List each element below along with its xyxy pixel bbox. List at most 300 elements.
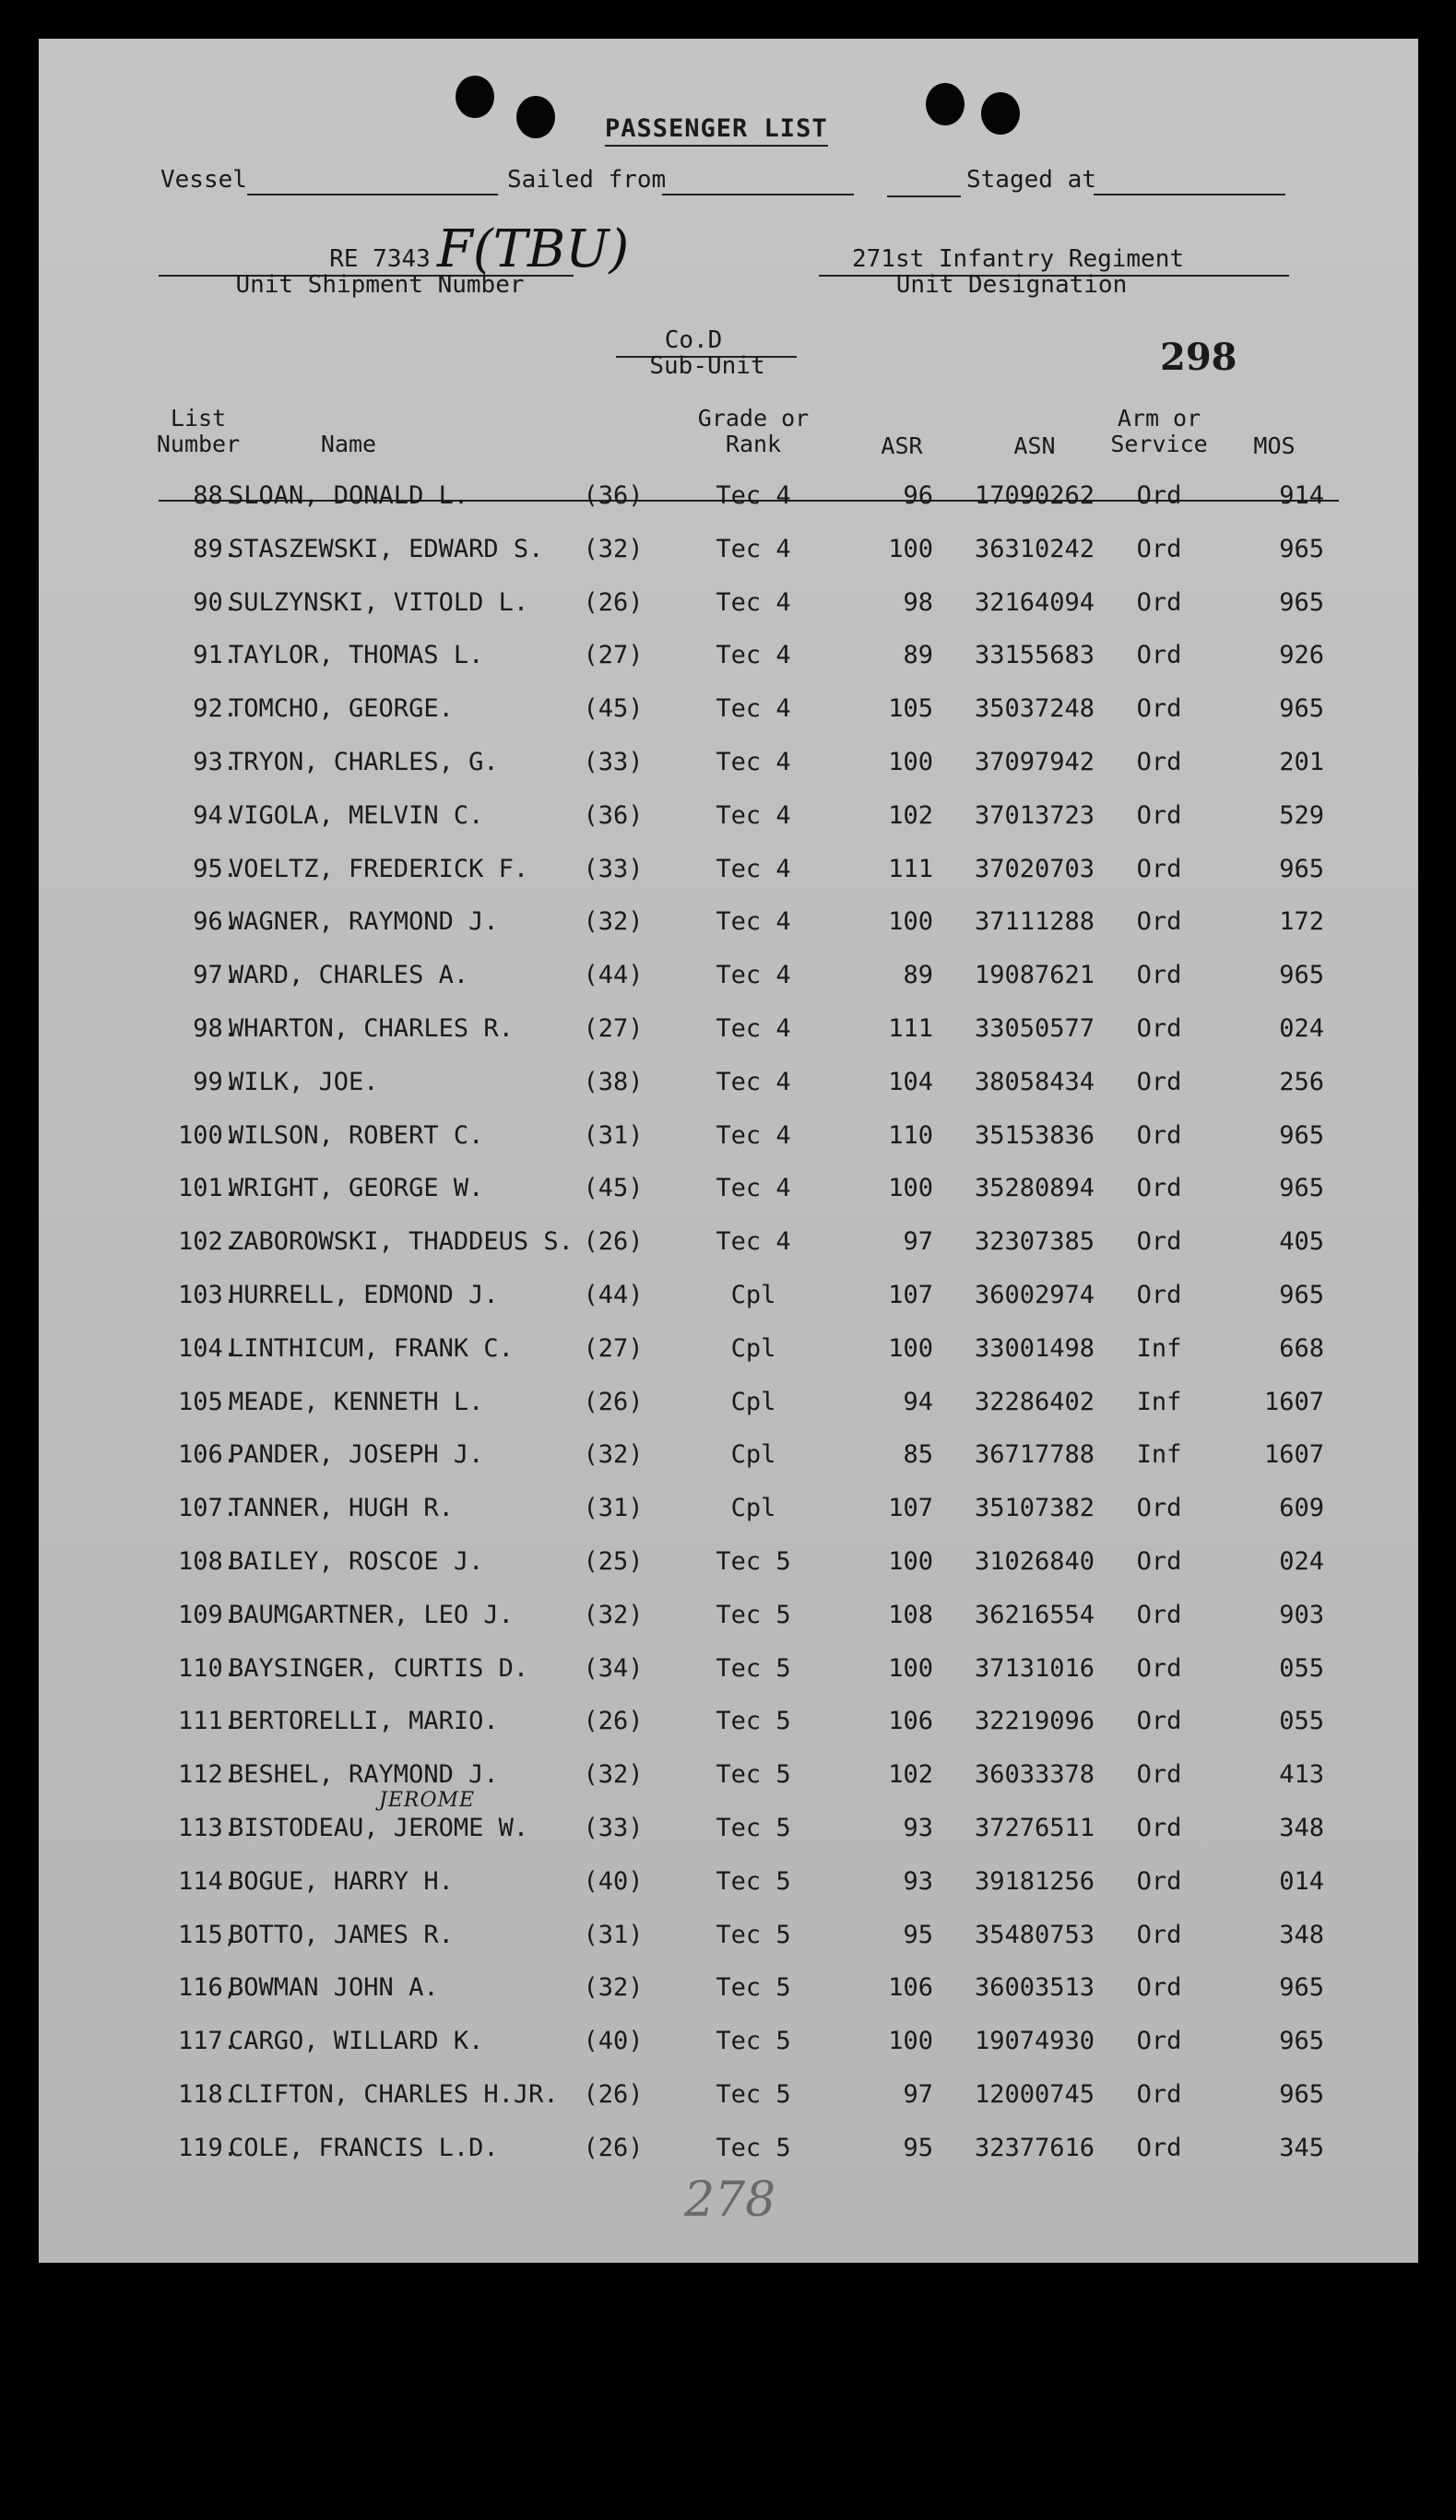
asn-number: 17090262 — [974, 481, 1095, 510]
list-number: 103. — [177, 1281, 238, 1309]
asn-number: 19074930 — [974, 2027, 1095, 2056]
list-number: 108. — [177, 1547, 238, 1576]
asn-number: 36002974 — [974, 1281, 1095, 1309]
arm-service: Inf — [1136, 1440, 1182, 1470]
asr-score: 106 — [888, 1973, 933, 2003]
arm-service: Ord — [1136, 1067, 1182, 1096]
table-row — [39, 1921, 1418, 1961]
table-row — [39, 801, 1418, 842]
passenger-name: VIGOLA, MELVIN C. — [229, 800, 484, 830]
handwritten-correction: JEROME — [379, 1789, 476, 1812]
grade-rank: Cpl — [730, 1440, 776, 1470]
table-row — [39, 961, 1418, 1001]
handwritten-bottom-number: 278 — [684, 2172, 776, 2228]
passenger-name: HURRELL, EDMOND J. — [229, 1281, 499, 1309]
mos-code: 348 — [1279, 1920, 1324, 1949]
arm-service: Ord — [1136, 748, 1182, 776]
passenger-name: TANNER, HUGH R. — [229, 1494, 454, 1523]
list-number: 111. — [177, 1707, 238, 1736]
passenger-age: (40) — [583, 2027, 644, 2056]
passenger-age: (32) — [583, 534, 644, 563]
passenger-name: BERTORELLI, MARIO. — [229, 1707, 499, 1736]
arm-service: Ord — [1136, 1494, 1182, 1523]
punch-hole — [456, 76, 494, 118]
mos-code: 256 — [1279, 1067, 1324, 1096]
staged-at-line — [1094, 194, 1285, 195]
list-number: 90. — [193, 587, 238, 617]
list-number: 96. — [193, 907, 238, 937]
grade-rank: Tec 5 — [716, 1920, 791, 1949]
asr-score: 100 — [888, 2027, 933, 2056]
list-number: 93. — [193, 748, 238, 776]
asr-score: 104 — [888, 1067, 933, 1096]
mos-code: 965 — [1279, 694, 1324, 724]
header-list-number-line1: List — [170, 405, 227, 432]
asn-number: 32377616 — [974, 2133, 1095, 2162]
list-number: 113. — [177, 1814, 238, 1842]
asn-number: 32307385 — [974, 1227, 1095, 1257]
grade-rank: Tec 4 — [716, 641, 791, 670]
passenger-name: BESHEL, RAYMOND J. — [229, 1760, 499, 1790]
grade-rank: Tec 5 — [716, 1866, 791, 1896]
table-row — [39, 1601, 1418, 1641]
grade-rank: Tec 5 — [716, 2133, 791, 2162]
table-row — [39, 1973, 1418, 2014]
table-row — [39, 748, 1418, 788]
grade-rank: Tec 4 — [716, 800, 791, 830]
list-number: 117. — [177, 2027, 238, 2056]
passenger-name: SULZYNSKI, VITOLD L. — [229, 587, 529, 617]
grade-rank: Tec 5 — [716, 1547, 791, 1576]
mos-code: 172 — [1279, 907, 1324, 937]
grade-rank: Tec 5 — [716, 2080, 791, 2109]
passenger-age: (44) — [583, 961, 644, 990]
grade-rank: Tec 4 — [716, 534, 791, 563]
arm-service: Ord — [1136, 694, 1182, 724]
grade-rank: Tec 4 — [716, 1067, 791, 1096]
passenger-age: (34) — [583, 1653, 644, 1683]
passenger-age: (40) — [583, 1866, 644, 1896]
asr-score: 102 — [888, 800, 933, 830]
table-row — [39, 1281, 1418, 1321]
header-grade-line2: Rank — [725, 431, 782, 457]
grade-rank: Tec 4 — [716, 694, 791, 724]
list-number: 97. — [193, 961, 238, 990]
passenger-name: BOTTO, JAMES R. — [229, 1920, 454, 1949]
table-row — [39, 1654, 1418, 1695]
mos-code: 201 — [1279, 748, 1324, 776]
passenger-name: WILSON, ROBERT C. — [229, 1120, 484, 1150]
asr-score: 98 — [903, 587, 933, 617]
passenger-age: (33) — [583, 854, 644, 883]
asr-score: 110 — [888, 1120, 933, 1150]
asr-score: 111 — [888, 854, 933, 883]
passenger-age: (26) — [583, 1387, 644, 1416]
passenger-age: (36) — [583, 481, 644, 510]
arm-service: Ord — [1136, 1760, 1182, 1790]
asr-score: 107 — [888, 1494, 933, 1523]
passenger-age: (45) — [583, 1174, 644, 1203]
asn-number: 35037248 — [974, 694, 1095, 724]
passenger-name: VOELTZ, FREDERICK F. — [229, 854, 529, 883]
arm-service: Ord — [1136, 2027, 1182, 2056]
asn-number: 36216554 — [974, 1600, 1095, 1629]
passenger-age: (27) — [583, 1014, 644, 1043]
passenger-name: BOGUE, HARRY H. — [229, 1866, 454, 1896]
passenger-name: STASZEWSKI, EDWARD S. — [229, 534, 544, 563]
header-arm-line1: Arm or — [1117, 405, 1201, 432]
grade-rank: Tec 4 — [716, 587, 791, 617]
unit-shipment-handwritten: F(TBU) — [437, 219, 630, 279]
arm-service: Ord — [1136, 1707, 1182, 1736]
punch-hole — [516, 96, 555, 138]
grade-rank: Tec 5 — [716, 2027, 791, 2056]
mos-code: 965 — [1279, 1174, 1324, 1203]
arm-service: Ord — [1136, 1227, 1182, 1257]
arm-service: Ord — [1136, 1120, 1182, 1150]
asn-number: 19087621 — [974, 961, 1095, 990]
asr-score: 107 — [888, 1281, 933, 1309]
asn-number: 35153836 — [974, 1120, 1095, 1150]
list-number: 99. — [193, 1067, 238, 1096]
asn-number: 33001498 — [974, 1333, 1095, 1363]
arm-service: Ord — [1136, 961, 1182, 990]
asn-number: 12000745 — [974, 2080, 1095, 2109]
passenger-age: (31) — [583, 1920, 644, 1949]
mos-code: 965 — [1279, 2027, 1324, 2056]
passenger-age: (36) — [583, 800, 644, 830]
arm-service: Ord — [1136, 1174, 1182, 1203]
table-row — [39, 1707, 1418, 1747]
asn-number: 36717788 — [974, 1440, 1095, 1470]
passenger-age: (31) — [583, 1120, 644, 1150]
table-row — [39, 2080, 1418, 2121]
mos-code: 1607 — [1263, 1387, 1324, 1416]
grade-rank: Tec 4 — [716, 1227, 791, 1257]
sailed-from-label: Sailed from — [507, 166, 667, 194]
asn-number: 35280894 — [974, 1174, 1095, 1203]
list-number: 95. — [193, 854, 238, 883]
grade-rank: Tec 5 — [716, 1600, 791, 1629]
asn-number: 36003513 — [974, 1973, 1095, 2003]
list-number: 109. — [177, 1600, 238, 1629]
asn-number: 32286402 — [974, 1387, 1095, 1416]
asr-score: 100 — [888, 1547, 933, 1576]
table-row — [39, 1388, 1418, 1428]
asn-number: 33155683 — [974, 641, 1095, 670]
asr-score: 93 — [903, 1866, 933, 1896]
asn-number: 39181256 — [974, 1866, 1095, 1896]
passenger-name: WHARTON, CHARLES R. — [229, 1014, 514, 1043]
grade-rank: Tec 5 — [716, 1760, 791, 1790]
arm-service: Ord — [1136, 1920, 1182, 1949]
mos-code: 965 — [1279, 1120, 1324, 1150]
mos-code: 055 — [1279, 1707, 1324, 1736]
passenger-age: (32) — [583, 1440, 644, 1470]
arm-service: Ord — [1136, 854, 1182, 883]
list-number: 102. — [177, 1227, 238, 1257]
passenger-age: (44) — [583, 1281, 644, 1309]
asn-number: 37276511 — [974, 1814, 1095, 1842]
passenger-age: (33) — [583, 748, 644, 776]
grade-rank: Tec 4 — [716, 854, 791, 883]
header-arm — [1099, 406, 1219, 457]
asr-score: 100 — [888, 748, 933, 776]
arm-service: Ord — [1136, 1973, 1182, 2003]
header-arm-line2: Service — [1110, 431, 1208, 457]
header-asr: ASR — [881, 432, 923, 459]
sub-unit-label: Sub-Unit — [649, 352, 765, 380]
passenger-name: WAGNER, RAYMOND J. — [229, 907, 499, 937]
staged-at-label: Staged at — [966, 166, 1096, 194]
passenger-age: (32) — [583, 1973, 644, 2003]
grade-rank: Tec 4 — [716, 1014, 791, 1043]
unit-shipment-label: Unit Shipment Number — [235, 271, 525, 299]
passenger-age: (45) — [583, 694, 644, 724]
table-row — [39, 481, 1418, 522]
arm-service: Ord — [1136, 907, 1182, 937]
list-number: 116, — [177, 1973, 238, 2003]
asr-score: 96 — [903, 481, 933, 510]
arm-service: Ord — [1136, 1014, 1182, 1043]
passenger-name: CLIFTON, CHARLES H.JR. — [229, 2080, 559, 2109]
list-number: 118. — [177, 2080, 238, 2109]
asr-score: 89 — [903, 961, 933, 990]
asr-score: 89 — [903, 641, 933, 670]
table-row — [39, 1334, 1418, 1375]
passenger-age: (26) — [583, 2133, 644, 2162]
asn-number: 32164094 — [974, 587, 1095, 617]
header-asn: ASN — [1013, 432, 1056, 459]
arm-service: Ord — [1136, 800, 1182, 830]
passenger-age: (32) — [583, 1600, 644, 1629]
arm-service: Ord — [1136, 1814, 1182, 1842]
arm-service: Ord — [1136, 481, 1182, 510]
staged-at-lead-line — [887, 195, 961, 197]
grade-rank: Cpl — [730, 1281, 776, 1309]
passenger-name: BAYSINGER, CURTIS D. — [229, 1653, 529, 1683]
table-row — [39, 1440, 1418, 1481]
header-name: Name — [320, 431, 377, 457]
asn-number: 38058434 — [974, 1067, 1095, 1096]
mos-code: 348 — [1279, 1814, 1324, 1842]
table-row — [39, 694, 1418, 735]
arm-service: Ord — [1136, 534, 1182, 563]
arm-service: Ord — [1136, 1281, 1182, 1309]
vessel-label: Vessel — [160, 166, 247, 194]
document-page — [39, 39, 1418, 2263]
asr-score: 106 — [888, 1707, 933, 1736]
asn-number: 35107382 — [974, 1494, 1095, 1523]
asr-score: 93 — [903, 1814, 933, 1842]
asn-number: 31026840 — [974, 1547, 1095, 1576]
grade-rank: Tec 4 — [716, 1174, 791, 1203]
passenger-age: (38) — [583, 1067, 644, 1096]
arm-service: Ord — [1136, 1653, 1182, 1683]
mos-code: 914 — [1279, 481, 1324, 510]
list-number: 101. — [177, 1174, 238, 1203]
unit-shipment-number: RE 7343 — [329, 245, 431, 273]
grade-rank: Tec 4 — [716, 1120, 791, 1150]
passenger-name: PANDER, JOSEPH J. — [229, 1440, 484, 1470]
list-number: 100. — [177, 1120, 238, 1150]
table-row — [39, 2027, 1418, 2067]
mos-code: 965 — [1279, 587, 1324, 617]
list-number: 94. — [193, 800, 238, 830]
mos-code: 965 — [1279, 961, 1324, 990]
table-row — [39, 1494, 1418, 1534]
passenger-name: BOWMAN JOHN A. — [229, 1973, 439, 2003]
list-number: 104. — [177, 1333, 238, 1363]
table-row — [39, 1121, 1418, 1162]
passenger-age: (26) — [583, 1707, 644, 1736]
punch-hole — [981, 92, 1020, 135]
arm-service: Ord — [1136, 641, 1182, 670]
passenger-age: (25) — [583, 1547, 644, 1576]
passenger-name: MEADE, KENNETH L. — [229, 1387, 484, 1416]
passenger-age: (27) — [583, 641, 644, 670]
sub-unit-value: Co.D — [664, 326, 723, 354]
mos-code: 055 — [1279, 1653, 1324, 1683]
grade-rank: Tec 5 — [716, 1707, 791, 1736]
grade-rank: Tec 5 — [716, 1653, 791, 1683]
asr-score: 94 — [903, 1387, 933, 1416]
grade-rank: Tec 5 — [716, 1814, 791, 1842]
table-row — [39, 1547, 1418, 1588]
asn-number: 36310242 — [974, 534, 1095, 563]
table-row — [39, 1760, 1418, 1801]
mos-code: 965 — [1279, 854, 1324, 883]
passenger-age: (26) — [583, 587, 644, 617]
passenger-name: TRYON, CHARLES, G. — [229, 748, 499, 776]
passenger-age: (32) — [583, 1760, 644, 1790]
punch-hole — [926, 83, 965, 125]
arm-service: Ord — [1136, 1547, 1182, 1576]
grade-rank: Tec 4 — [716, 748, 791, 776]
asn-number: 36033378 — [974, 1760, 1095, 1790]
table-row — [39, 641, 1418, 681]
passenger-age: (33) — [583, 1814, 644, 1842]
table-row — [39, 1814, 1418, 1854]
unit-designation-label: Unit Designation — [895, 271, 1128, 299]
list-number: 106. — [177, 1440, 238, 1470]
table-row — [39, 907, 1418, 948]
grade-rank: Cpl — [730, 1494, 776, 1523]
passenger-name: BAILEY, ROSCOE J. — [229, 1547, 484, 1576]
passenger-name: TOMCHO, GEORGE. — [229, 694, 454, 724]
arm-service: Inf — [1136, 1333, 1182, 1363]
mos-code: 926 — [1279, 641, 1324, 670]
list-number: 114. — [177, 1866, 238, 1896]
asr-score: 108 — [888, 1600, 933, 1629]
table-row — [39, 2134, 1418, 2174]
passenger-age: (27) — [583, 1333, 644, 1363]
table-row — [39, 1227, 1418, 1268]
grade-rank: Tec 4 — [716, 907, 791, 937]
mos-code: 965 — [1279, 534, 1324, 563]
arm-service: Ord — [1136, 587, 1182, 617]
asr-score: 97 — [903, 2080, 933, 2109]
passenger-name: BISTODEAU, JEROME W. — [229, 1814, 529, 1842]
asr-score: 100 — [888, 1333, 933, 1363]
passenger-name: WARD, CHARLES A. — [229, 961, 469, 990]
mos-code: 405 — [1279, 1227, 1324, 1257]
passenger-name: WILK, JOE. — [229, 1067, 379, 1096]
asn-number: 32219096 — [974, 1707, 1095, 1736]
table-row — [39, 855, 1418, 895]
grade-rank: Tec 5 — [716, 1973, 791, 2003]
list-number: 105. — [177, 1387, 238, 1416]
passenger-name: COLE, FRANCIS L.D. — [229, 2133, 499, 2162]
passenger-name: SLOAN, DONALD L. — [229, 481, 469, 510]
asn-number: 37131016 — [974, 1653, 1095, 1683]
asr-score: 102 — [888, 1760, 933, 1790]
arm-service: Ord — [1136, 1866, 1182, 1896]
header-grade-line1: Grade or — [697, 405, 810, 432]
table-row — [39, 1014, 1418, 1055]
passenger-age: (26) — [583, 1227, 644, 1257]
page-number: 298 — [1160, 336, 1237, 379]
sailed-from-line — [662, 194, 854, 195]
asr-score: 100 — [888, 534, 933, 563]
list-number: 88. — [193, 481, 238, 510]
asn-number: 37097942 — [974, 748, 1095, 776]
unit-designation: 271st Infantry Regiment — [851, 245, 1185, 273]
table-row — [39, 1068, 1418, 1108]
grade-rank: Cpl — [730, 1333, 776, 1363]
list-number: 119. — [177, 2133, 238, 2162]
passenger-age: (26) — [583, 2080, 644, 2109]
mos-code: 1607 — [1263, 1440, 1324, 1470]
grade-rank: Cpl — [730, 1387, 776, 1416]
passenger-age: (32) — [583, 907, 644, 937]
mos-code: 668 — [1279, 1333, 1324, 1363]
passenger-name: LINTHICUM, FRANK C. — [229, 1333, 514, 1363]
header-list-number — [148, 406, 249, 457]
table-row — [39, 535, 1418, 575]
mos-code: 024 — [1279, 1547, 1324, 1576]
passenger-age: (31) — [583, 1494, 644, 1523]
asr-score: 95 — [903, 2133, 933, 2162]
list-number: 112. — [177, 1760, 238, 1790]
passenger-name: ZABOROWSKI, THADDEUS S. — [229, 1227, 574, 1257]
mos-code: 345 — [1279, 2133, 1324, 2162]
asn-number: 35480753 — [974, 1920, 1095, 1949]
mos-code: 413 — [1279, 1760, 1324, 1790]
mos-code: 965 — [1279, 1281, 1324, 1309]
asr-score: 100 — [888, 1174, 933, 1203]
list-number: 91. — [193, 641, 238, 670]
list-number: 92. — [193, 694, 238, 724]
arm-service: Inf — [1136, 1387, 1182, 1416]
arm-service: Ord — [1136, 1600, 1182, 1629]
passenger-name: WRIGHT, GEORGE W. — [229, 1174, 484, 1203]
grade-rank: Tec 4 — [716, 481, 791, 510]
mos-code: 965 — [1279, 2080, 1324, 2109]
mos-code: 529 — [1279, 800, 1324, 830]
page-title: PASSENGER LIST — [605, 114, 828, 147]
asr-score: 111 — [888, 1014, 933, 1043]
table-row — [39, 1867, 1418, 1908]
arm-service: Ord — [1136, 2133, 1182, 2162]
asr-score: 97 — [903, 1227, 933, 1257]
mos-code: 024 — [1279, 1014, 1324, 1043]
asn-number: 37020703 — [974, 854, 1095, 883]
asn-number: 37111288 — [974, 907, 1095, 937]
arm-service: Ord — [1136, 2080, 1182, 2109]
list-number: 110. — [177, 1653, 238, 1683]
list-number: 98. — [193, 1014, 238, 1043]
